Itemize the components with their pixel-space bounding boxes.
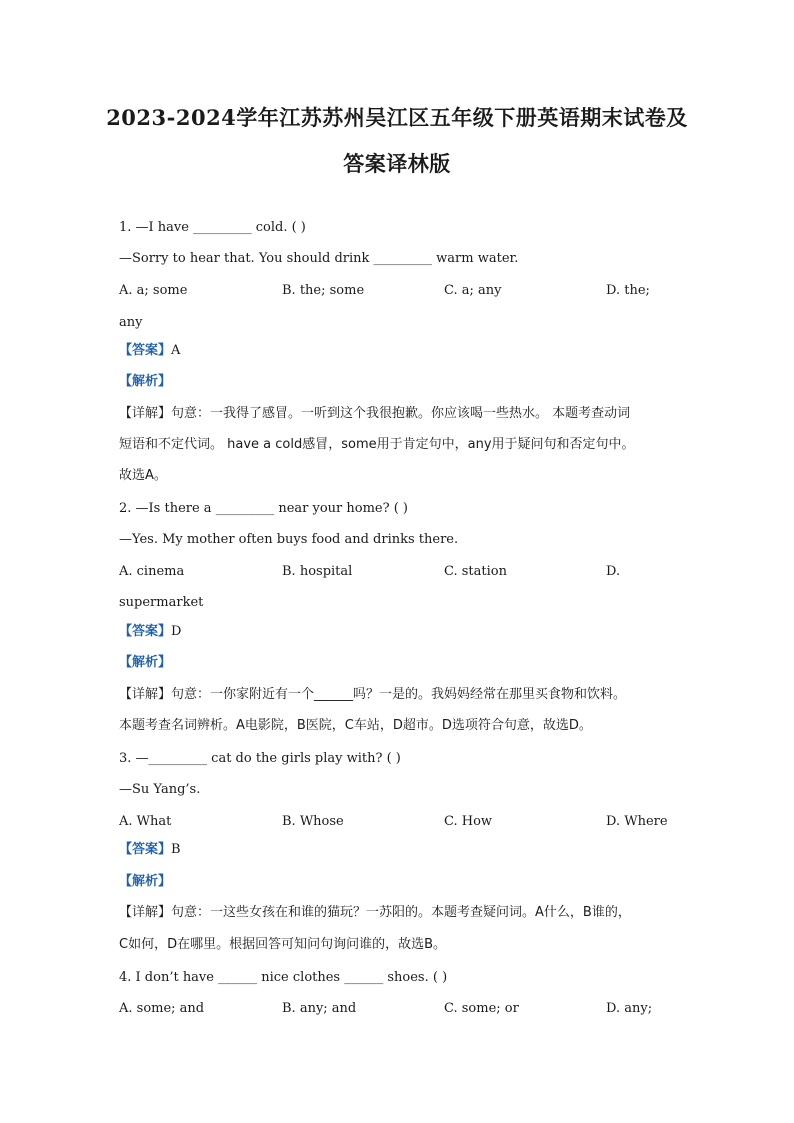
- question-1-option-a: A. a; some: [119, 283, 188, 298]
- question-2-stem: 2. —Is there a _________ near your home? ( ): [119, 501, 408, 516]
- question-3-option-b: B. Whose: [282, 814, 344, 829]
- question-2-detail-line-1: [119, 686, 626, 704]
- question-3-analysis-tag: [119, 873, 171, 891]
- question-1-analysis-tag: [119, 373, 171, 391]
- answer-value: B: [171, 842, 181, 857]
- question-2-option-d: D.: [606, 564, 621, 579]
- question-3-detail-line-2: C如何，D在哪里。根据回答可知问句询问谁的，故选B。: [119, 937, 447, 952]
- question-3-stem: 3. —_________ cat do the girls play with? ( ): [119, 751, 401, 766]
- question-2-answer: [119, 623, 181, 641]
- question-1-detail-line-2: 短语和不定代词。 have a cold感冒，some用于肯定句中，any用于疑问句和否定句中。: [119, 437, 635, 452]
- detail-tag: 【详解】: [119, 905, 172, 920]
- question-4-option-a: A. some; and: [119, 1001, 205, 1016]
- answer-value: A: [171, 343, 181, 358]
- question-2-option-d-wrap: supermarket: [119, 595, 204, 610]
- question-3-reply: —Su Yang’s.: [119, 782, 201, 797]
- question-1-option-b: B. the; some: [282, 283, 365, 298]
- analysis-tag: 【解析】: [119, 374, 172, 389]
- answer-tag: 【答案】: [119, 842, 172, 857]
- detail-text: 句意：一我得了感冒。一听到这个我很抱歉。你应该喝一些热水。 本题考查动词: [171, 406, 631, 421]
- question-3-option-d: D. Where: [606, 814, 668, 829]
- question-2-option-b: B. hospital: [282, 564, 353, 579]
- detail-tag: 【详解】: [119, 406, 172, 421]
- question-1-reply: —Sorry to hear that. You should drink _________ warm water.: [119, 251, 519, 266]
- answer-tag: 【答案】: [119, 343, 172, 358]
- detail-text: 句意：一这些女孩在和谁的猫玩？一苏阳的。本题考查疑问词。A什么，B谁的，: [171, 905, 631, 920]
- question-1-detail-line-3: 故选A。: [119, 468, 167, 483]
- question-4-option-d: D. any;: [606, 1001, 653, 1016]
- question-2-option-a: A. cinema: [119, 564, 185, 579]
- question-1-stem: 1. —I have _________ cold. ( ): [119, 220, 306, 235]
- question-1-option-d-wrap: any: [119, 315, 143, 330]
- question-4-option-b: B. any; and: [282, 1001, 357, 1016]
- document-title-line-2: 答案译林版: [343, 151, 451, 176]
- question-3-option-c: C. How: [444, 814, 493, 829]
- question-3-detail-line-1: [119, 904, 631, 922]
- answer-tag: 【答案】: [119, 624, 172, 639]
- question-3-option-a: A. What: [119, 814, 172, 829]
- document-title-line-1: 2023-2024学年江苏苏州吴江区五年级下册英语期末试卷及: [106, 105, 688, 130]
- question-1-answer: [119, 342, 180, 360]
- question-2-detail-line-2: 本题考查名词辨析。A电影院，B医院，C车站，D超市。D选项符合句意，故选D。: [119, 718, 592, 733]
- question-1-option-d: D. the;: [606, 283, 650, 298]
- question-3-answer: [119, 841, 181, 859]
- question-2-reply: —Yes. My mother often buys food and drinks there.: [119, 532, 459, 547]
- detail-tag: 【详解】: [119, 687, 172, 702]
- answer-value: D: [171, 624, 182, 639]
- question-1-detail-line-1: [119, 405, 630, 423]
- question-1-option-c: C. a; any: [444, 283, 502, 298]
- analysis-tag: 【解析】: [119, 874, 172, 889]
- detail-text: 句意：一你家附近有一个______吗？一是的。我妈妈经常在那里买食物和饮料。: [171, 687, 627, 702]
- analysis-tag: 【解析】: [119, 655, 172, 670]
- question-4-option-c: C. some; or: [444, 1001, 519, 1016]
- question-4-stem: 4. I don’t have ______ nice clothes ______ shoes. ( ): [119, 970, 448, 985]
- question-2-analysis-tag: [119, 654, 171, 672]
- question-2-option-c: C. station: [444, 564, 507, 579]
